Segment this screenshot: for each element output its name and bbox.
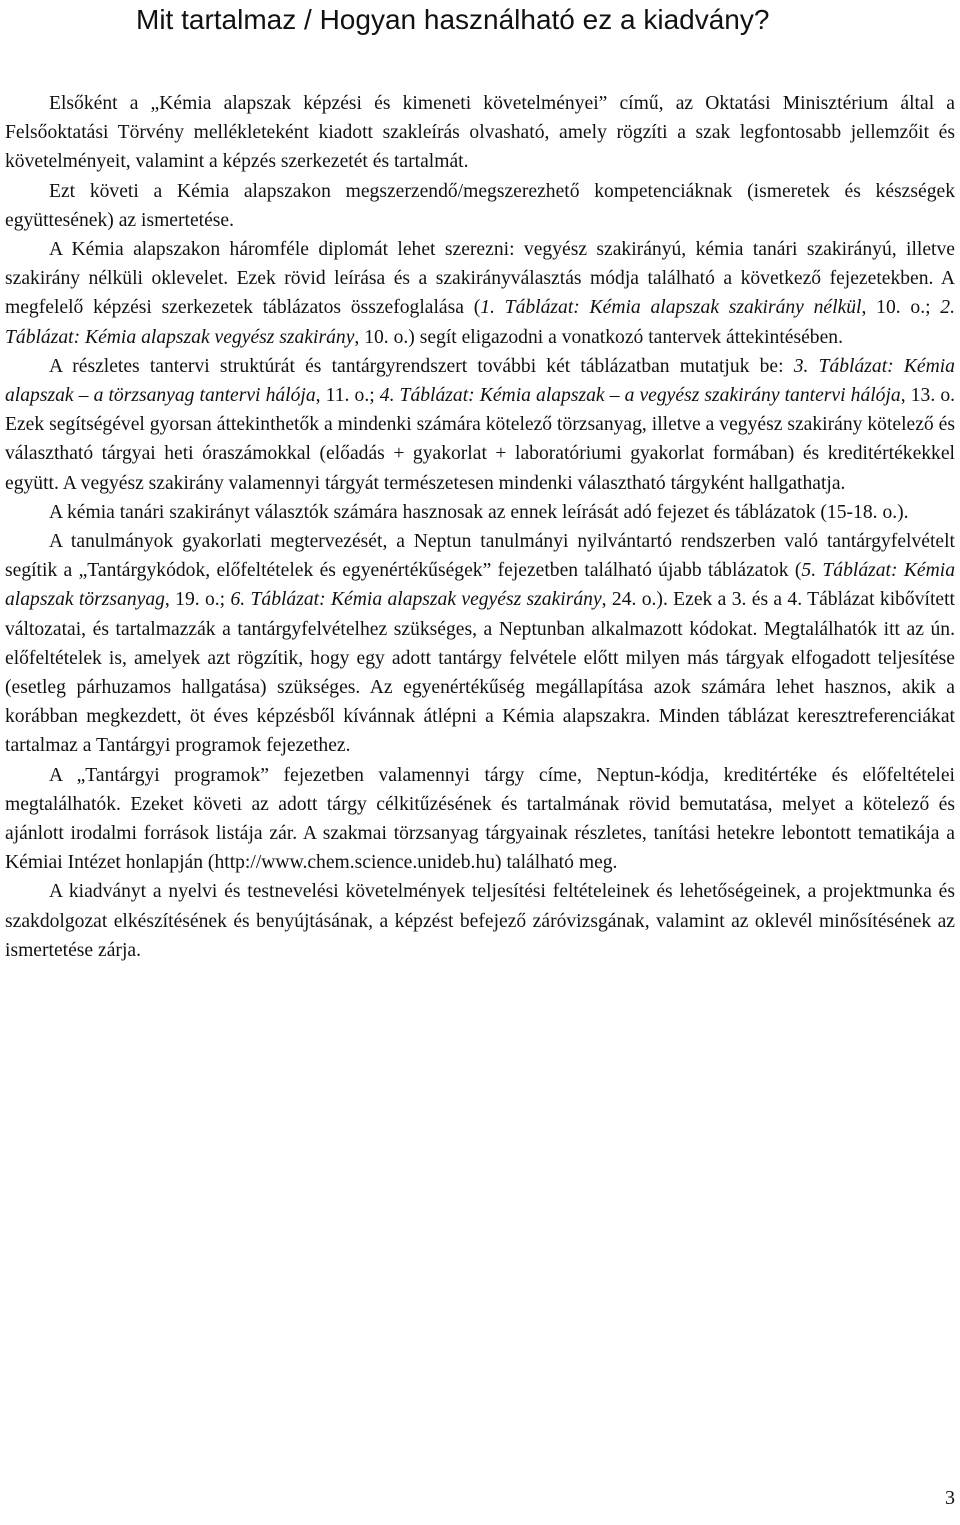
page-number: 3: [945, 1487, 955, 1509]
body-paragraph: [5, 89, 955, 177]
paragraph-text: , 13. o. Ezek segítségével gyorsan áttekinthetők a mindenki számára kötelező törzsanyag, illetve a vegyész szakirány kötelező és választható tárgyai heti óraszámokkal (előadás + gyakorlat + laboratóriumi gyakorlat formában) és kreditértékekkel együtt. A vegyész szakirány valamennyi tárgyát természetesen mindenki választható tárgyként hallgathatja.: [5, 385, 956, 494]
paragraph-text: A tanulmányok gyakorlati megtervezését, a Neptun tanulmányi nyilvántartó rendszerben való tantárgyfelvételt segítik a „Tantárgykódok, előfeltételek és egyenértékűségek” fejezetben található újabb táblázatok (: [5, 531, 955, 582]
paragraph-text: A Kémia alapszakon háromféle diplomát lehet szerezni: vegyész szakirányú, kémia tanári szakirányú, illetve szakirány nélküli oklevelet. Ezek rövid leírása és a szakirányválasztás módja található a következő fejezetekben. A megfelelő képzési szerkezetek táblázatos összefoglalása (: [5, 239, 955, 319]
paragraph-text: Elsőként a „Kémia alapszak képzési és kimeneti követelményei” című, az Oktatási Minisztérium által a Felsőoktatási Törvény mellékleteként kiadott szakleírás olvasható, amely rögzíti a szak legfontosabb jellemzőit és követelményeit, valamint a képzés szerkezetét és tartalmát.: [5, 93, 955, 173]
table-reference: 2. Táblázat: Kémia alapszak vegyész szakirány: [5, 297, 955, 348]
body-paragraph: [5, 352, 955, 498]
paragraph-text: , 10. o.;: [861, 297, 941, 319]
paragraph-text: A részletes tantervi struktúrát és tantárgyrendszert további két táblázatban mutatjuk be:: [49, 355, 794, 377]
paragraph-text: A kiadványt a nyelvi és testnevelési követelmények teljesítési feltételeinek és lehetőségeinek, a projektmunka és szakdolgozat elkészítésének és benyújtásának, a képzést befejező záróvizsgának, valamint az oklevél minősítésének az ismertetése zárja.: [5, 881, 955, 961]
body-paragraph: [5, 527, 955, 761]
body-paragraph: [5, 177, 955, 235]
body-paragraph: [5, 235, 955, 352]
paragraph-text: , 11. o.;: [315, 385, 380, 407]
table-reference: 1. Táblázat: Kémia alapszak szakirány nélkül: [480, 297, 862, 319]
table-reference: 3. Táblázat: Kémia alapszak – a törzsanyag tantervi hálója: [5, 355, 955, 407]
paragraph-text: , 19. o.;: [164, 589, 231, 611]
paragraph-text: A kémia tanári szakirányt választók számára hasznosak az ennek leírását adó fejezet és táblázatok (15-18. o.).: [49, 501, 909, 523]
document-body: [5, 89, 955, 965]
table-reference: 6. Táblázat: Kémia alapszak vegyész szakirány: [230, 589, 602, 611]
body-paragraph: [5, 761, 955, 878]
paragraph-text: Ezt követi a Kémia alapszakon megszerzendő/megszerezhető kompetenciáknak (ismeretek és készségek együttesének) az ismertetése.: [5, 180, 955, 231]
paragraph-text: , 10. o.) segít eligazodni a vonatkozó tantervek áttekintésében.: [354, 326, 843, 348]
page-title: Mit tartalmaz / Hogyan használható ez a kiadvány?: [136, 4, 770, 35]
body-paragraph: [5, 877, 955, 965]
table-reference: 5. Táblázat: Kémia alapszak törzsanyag: [5, 560, 955, 611]
paragraph-text: A „Tantárgyi programok” fejezetben valamennyi tárgy címe, Neptun-kódja, kreditértéke és előfeltételei megtalálhatók. Ezeket követi az adott tárgy célkitűzésének és tartalmának rövid bemutatása, melyet a kötelező és ajánlott irodalmi források listája zár. A szakmai törzsanyag tárgyainak részletes, tanítási hetekre lebontott tematikája a Kémiai Intézet honlapján (http://www.chem.science.unideb.hu) található meg.: [5, 764, 955, 874]
body-paragraph: [5, 498, 955, 527]
table-reference: 4. Táblázat: Kémia alapszak – a vegyész szakirány tantervi hálója: [379, 385, 901, 407]
paragraph-text: , 24. o.). Ezek a 3. és a 4. Táblázat kibővített változatai, és tartalmazzák a tantárgyfelvételhez szükséges, a Neptunban alkalmazott kódokat. Megtalálhatók itt az ún. előfeltételek is, amelyek azt rögzítik, hogy egy adott tantárgy felvétele előtt milyen más tárgyak elfogadott teljesítése (esetleg párhuzamos hallgatása) szükséges. Az egyenértékűség megállapítása azok számára lehet hasznos, akik a korábban megkezdett, öt éves képzésből kívánnak átlépni a Kémia alapszakra. Minden táblázat keresztreferenciákat tartalmaz a Tantárgyi programok fejezethez.: [5, 589, 955, 757]
